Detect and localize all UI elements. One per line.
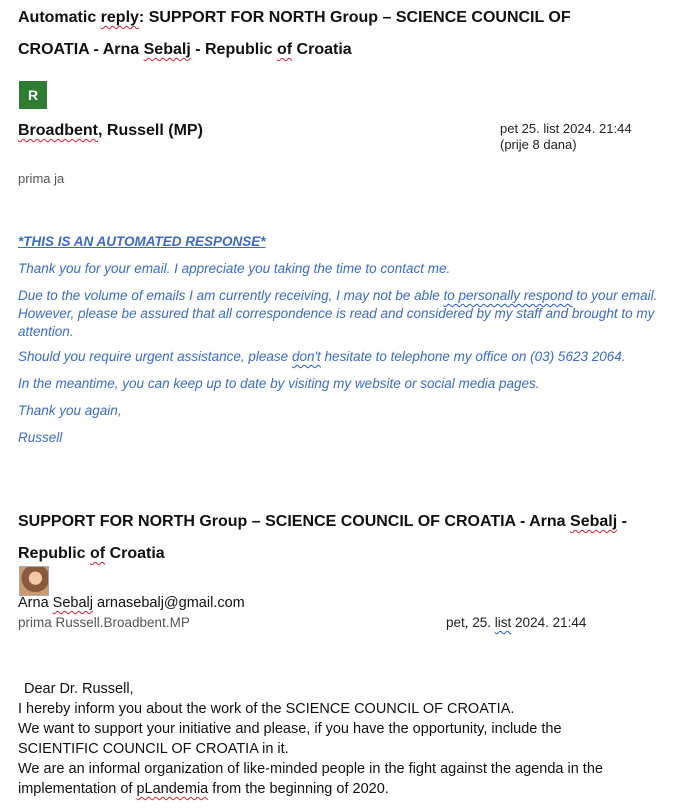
sender-avatar[interactable]: R <box>19 81 47 109</box>
original-subject-line2: Republic of Croatia <box>18 545 165 562</box>
reply-date <box>500 121 632 153</box>
auto-para-3: Should you require urgent assistance, please don't hesitate to telephone my office on (03) 5623 2064. <box>18 349 626 364</box>
original-body-line-4: SCIENTIFIC COUNCIL OF CROATIA in it. <box>18 741 289 757</box>
original-body-line-1: Dear Dr. Russell, <box>24 681 134 697</box>
original-sender[interactable]: Arna Sebalj arnasebalj@gmail.com <box>18 595 245 611</box>
original-sender-avatar[interactable] <box>19 566 49 596</box>
reply-subject <box>18 4 688 64</box>
original-body-line-5: We are an informal organization of like-minded people in the fight against the agenda in the <box>18 761 603 777</box>
reply-relative-date: (prije 8 dana) <box>500 137 577 152</box>
reply-sender-name[interactable]: Broadbent, Russell (MP) <box>18 122 203 139</box>
original-date: pet, 25. list 2024. 21:44 <box>446 615 587 630</box>
auto-response-body <box>18 233 668 447</box>
reply-subject-line1: Automatic reply: SUPPORT FOR NORTH Group – SCIENCE COUNCIL OF <box>18 9 571 26</box>
reply-recipient: prima ja <box>18 171 65 186</box>
original-body-line-6: implementation of pLandemia from the beginning of 2020. <box>18 781 389 797</box>
reply-subject-line2: CROATIA - Arna Sebalj - Republic of Croatia <box>18 41 352 58</box>
original-recipient: prima Russell.Broadbent.MP <box>18 615 190 630</box>
original-body-line-2: I hereby inform you about the work of the SCIENCE COUNCIL OF CROATIA. <box>18 701 515 717</box>
auto-para-4: In the meantime, you can keep up to date by visiting my website or social media pages. <box>18 376 540 391</box>
original-subject-line1: SUPPORT FOR NORTH Group – SCIENCE COUNCIL OF CROATIA - Arna Sebalj - <box>18 513 627 530</box>
auto-para-6: Russell <box>18 430 63 445</box>
reply-date-text: pet 25. list 2024. 21:44 <box>500 121 632 136</box>
original-body <box>18 679 688 799</box>
auto-para-1: Thank you for your email. I appreciate you taking the time to contact me. <box>18 261 451 276</box>
original-body-line-3: We want to support your initiative and please, if you have the opportunity, include the <box>18 721 562 737</box>
auto-para-5: Thank you again, <box>18 403 122 418</box>
auto-para-2: Due to the volume of emails I am currently receiving, I may not be able to personally respond to your email. However, please be assured that all correspondence is read and considered by my staff and brought to my attention. <box>18 288 658 339</box>
original-subject <box>18 508 688 568</box>
auto-response-header: *THIS IS AN AUTOMATED RESPONSE* <box>18 234 266 249</box>
